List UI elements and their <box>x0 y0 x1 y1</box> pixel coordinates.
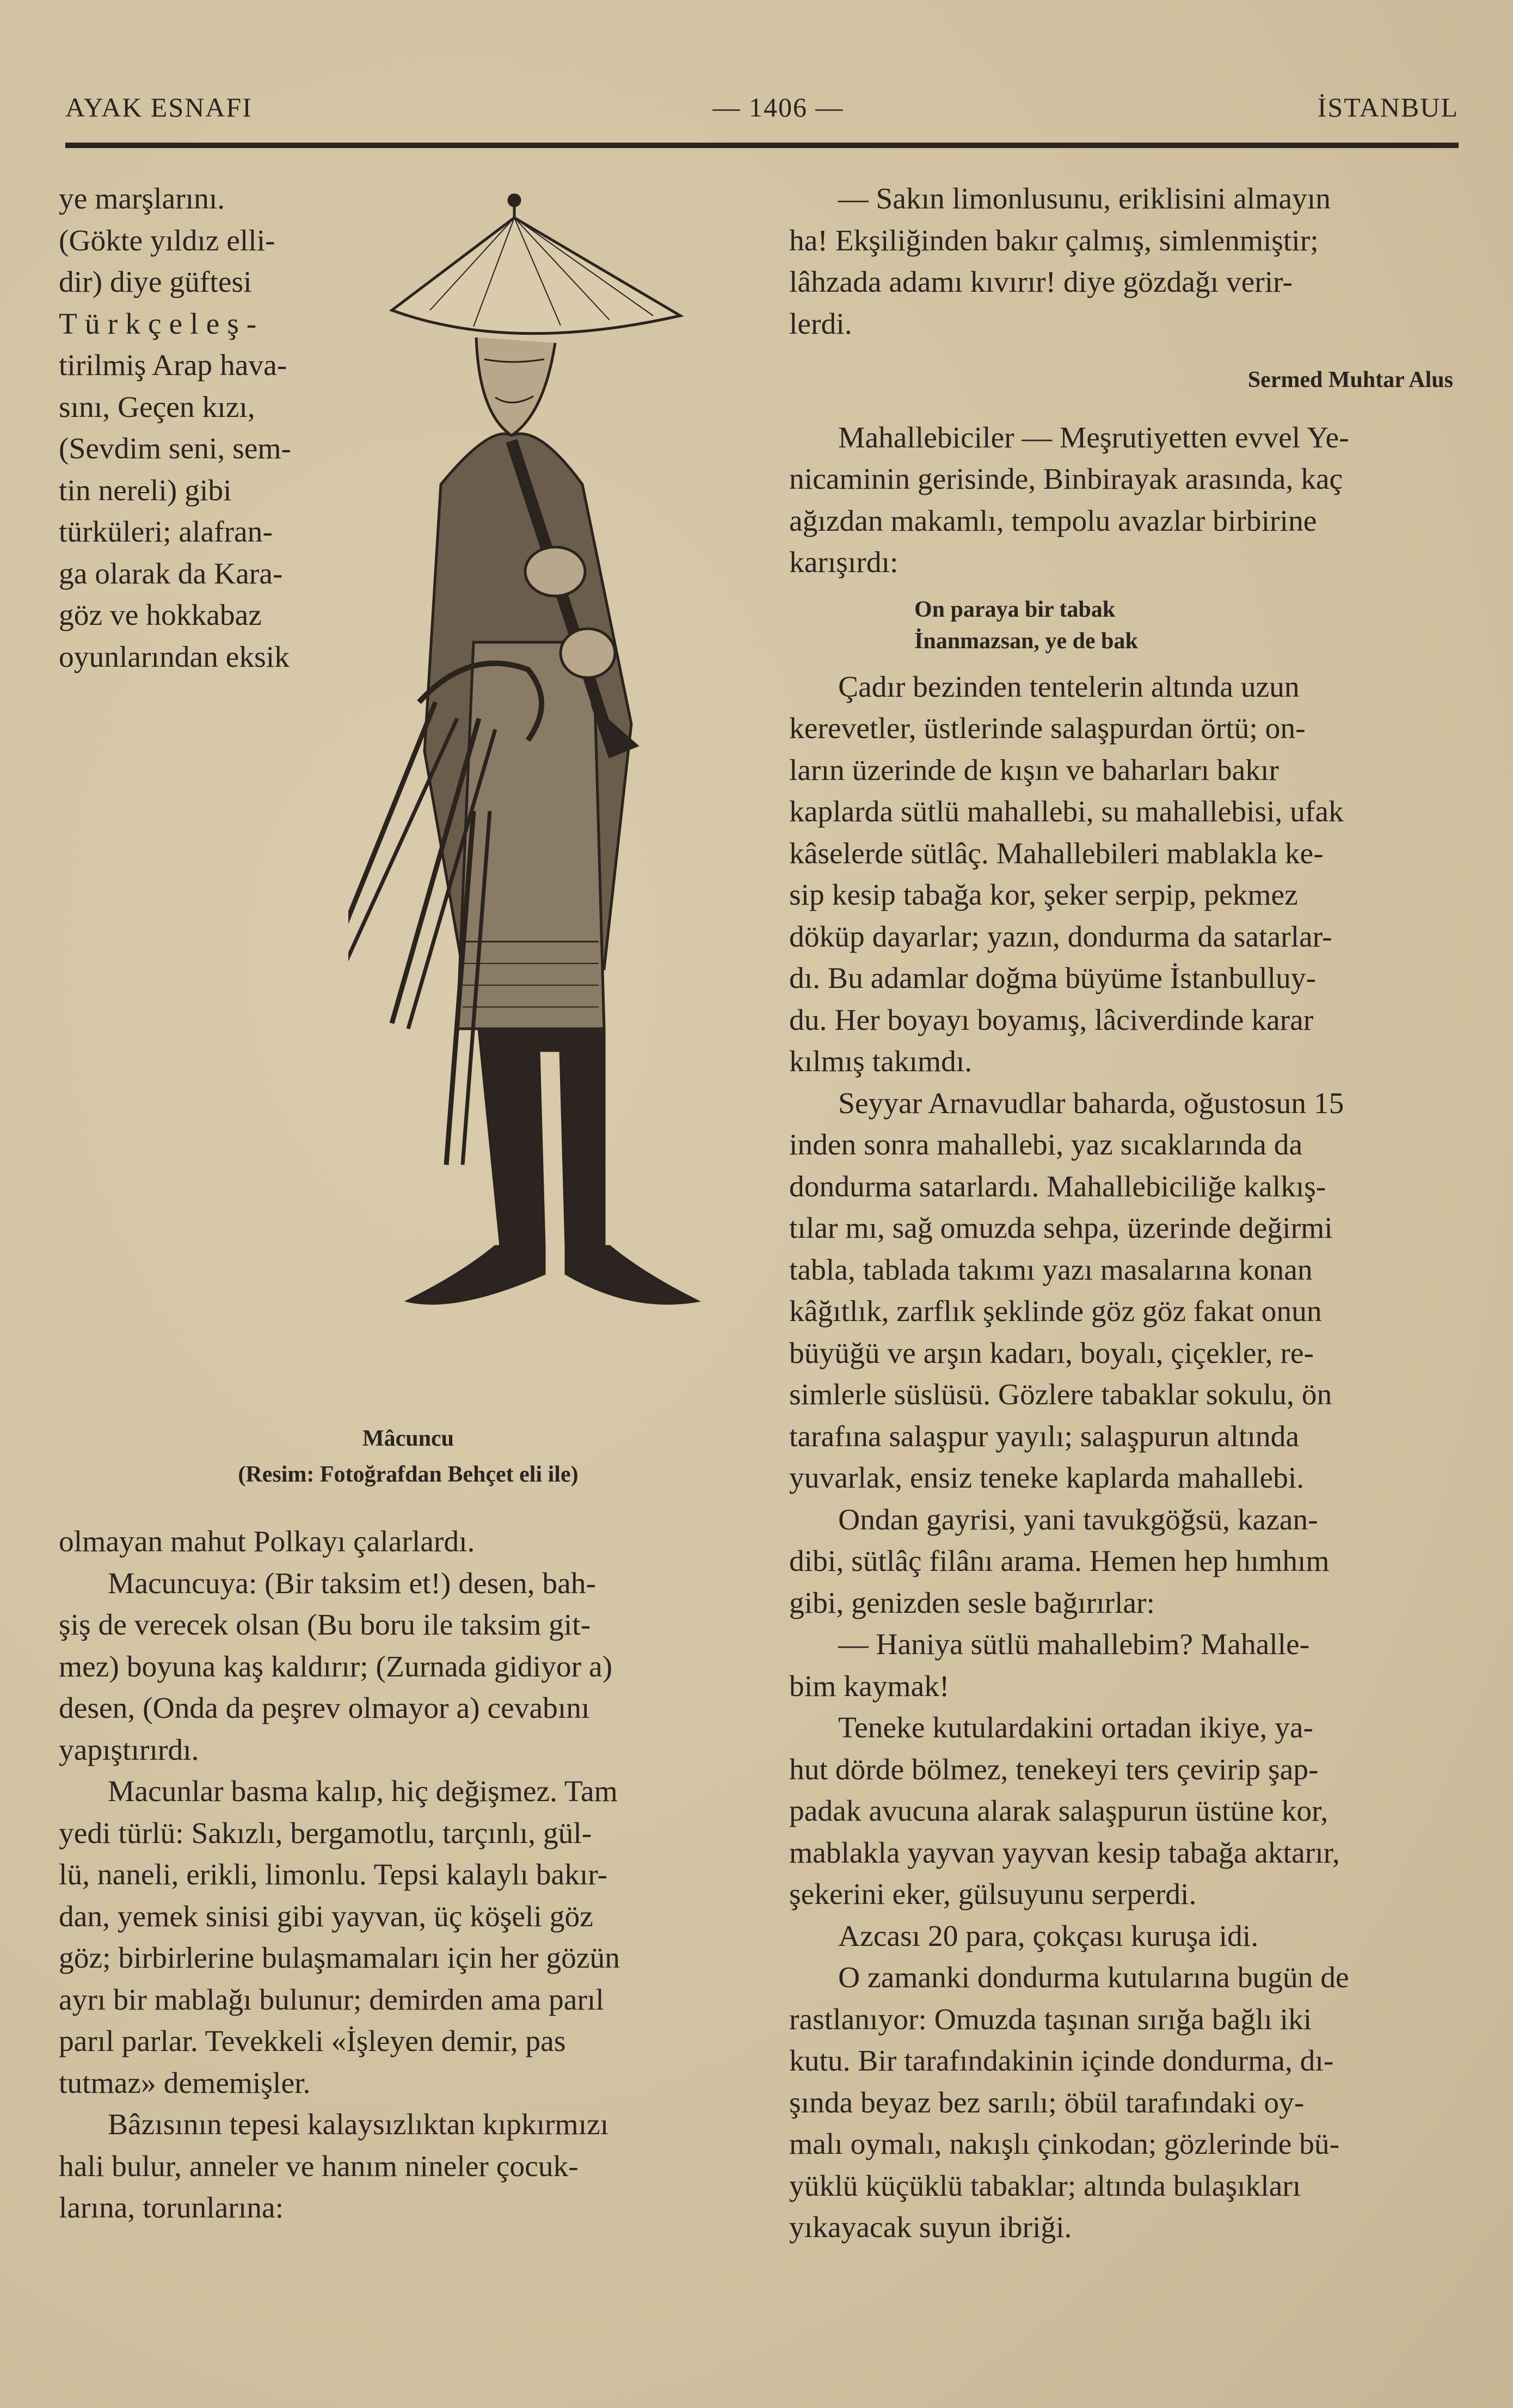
text-line: larına, torunlarına: <box>59 2191 284 2225</box>
text-line: Macuncuya: (Bir taksim et!) desen, bah- <box>108 1567 596 1600</box>
text-line: du. Her boyayı boyamış, lâciverdinde karar <box>789 1003 1314 1037</box>
text-line: oyunlarından eksik <box>59 640 290 674</box>
publication-title: İSTANBUL <box>1317 92 1459 122</box>
text-line: dı. Bu adamlar doğma büyüme İstanbulluy- <box>789 962 1316 995</box>
text-line: şiş de verecek olsan (Bu boru ile taksim git- <box>59 1608 591 1642</box>
text-line: mez) boyuna kaş kaldırır; (Zurnada gidiyor a) <box>59 1650 613 1684</box>
text-line: sip kesip tabağa kor, şeker serpip, pekmez <box>789 879 1298 912</box>
text-line: tutmaz» dememişler. <box>59 2066 311 2100</box>
text-line: Ondan gayrisi, yani tavukgöğsü, kazan- <box>838 1503 1318 1537</box>
text-line: rastlanıyor: Omuzda taşınan sırığa bağlı iki <box>789 2002 1312 2036</box>
text-line: tin nereli) gibi <box>59 474 232 507</box>
section-heading: Mahallebiciler — <box>838 421 1052 454</box>
page-number: — 1406 — <box>712 92 844 122</box>
text-line: Bâzısının tepesi kalaysızlıktan kıpkırmızı <box>108 2108 609 2141</box>
text-line: ha! Ekşiliğinden bakır çalmış, simlenmiştir; <box>789 224 1319 257</box>
text-line: Meşrutiyetten evvel Ye- <box>1059 421 1349 454</box>
text-line: gibi, genizden sesle bağırırlar: <box>789 1586 1155 1620</box>
text-line: simlerle süslüsü. Gözlere tabaklar sokulu, ön <box>789 1378 1332 1411</box>
figure-caption <box>82 1421 735 1492</box>
text-line: lerdi. <box>789 307 852 341</box>
text-line: büyüğü ve arşın kadarı, boyalı, çiçekler, re- <box>789 1336 1314 1370</box>
text-line: bim kaymak! <box>789 1669 950 1703</box>
text-line: — Sakın limonlusunu, eriklisini almayın <box>838 182 1331 216</box>
text-line: tarafına salaşpur yayılı; salaşpurun altında <box>789 1420 1300 1453</box>
text-line: Seyyar Arnavudlar baharda, oğustosun 15 <box>838 1086 1344 1120</box>
text-line: türküleri; alafran- <box>59 515 273 549</box>
text-line: dir) diye güftesi <box>59 266 252 299</box>
text-line: mablakla yayvan yayvan kesip tabağa aktarır, <box>789 1836 1340 1870</box>
text-line: malı oymalı, nakışlı çinkodan; gözlerinde bü- <box>789 2128 1340 2161</box>
caption-title: Mâcuncu <box>362 1426 454 1451</box>
text-line: yıkayacak suyun ibriği. <box>789 2211 1072 2244</box>
text-line: dibi, sütlâç filânı arama. Hemen hep hımhım <box>789 1545 1330 1578</box>
text-line: sını, Geçen kızı, <box>59 390 255 424</box>
text-line: yüklü küçüklü tabaklar; altında bulaşıkları <box>789 2169 1301 2203</box>
macuncu-illustration <box>348 180 773 1399</box>
text-line: şekerini eker, gülsuyunu serperdi. <box>789 1878 1197 1911</box>
text-line: — Haniya sütlü mahallebim? Mahalle- <box>838 1628 1310 1661</box>
text-line: kâğıtlık, zarflık şeklinde göz göz fakat onun <box>789 1295 1322 1328</box>
text-line: O zamanki dondurma kutularına bugün de <box>838 1961 1349 1994</box>
left-column-top <box>59 179 364 678</box>
text-line: kerevetler, üstlerinde salaşpurdan örtü; on- <box>789 712 1306 745</box>
text-line: tılar mı, sağ omuzda sehpa, üzerinde değirmi <box>789 1212 1333 1245</box>
text-line: şında beyaz bez sarılı; öbül tarafındaki oy- <box>789 2086 1305 2120</box>
text-line: karışırdı: <box>789 546 899 579</box>
text-line: Türkçeleş- <box>59 307 265 341</box>
text-line: Azcası 20 para, çokçası kuruşa idi. <box>838 1919 1259 1953</box>
spacer <box>789 584 1453 594</box>
text-line: parıl parlar. Tevekkeli «İşleyen demir, pas <box>59 2025 566 2058</box>
text-line: kâselerde sütlâç. Mahallebileri mablakla ke- <box>789 837 1324 870</box>
text-line: lü, naneli, erikli, limonlu. Tepsi kalaylı bakır- <box>59 1858 608 1891</box>
running-header <box>65 91 1459 140</box>
text-line: dan, yemek sinisi gibi yayvan, üç köşeli göz <box>59 1900 593 1933</box>
text-line: ayrı bir mablağı bulunur; demirden ama parıl <box>59 1983 604 2017</box>
text-line: dondurma satarlardı. Mahallebiciliğe kalkış- <box>789 1170 1326 1203</box>
right-column <box>789 179 1453 2249</box>
author-signature: Sermed Muhtar Alus <box>1247 367 1453 392</box>
text-line: ye marşlarını. <box>59 182 225 216</box>
text-line: göz; birbirlerine bulaşmamaları için her gözün <box>59 1942 620 1975</box>
text-line: kutu. Bir tarafındakinin içinde dondurma, dı- <box>789 2044 1334 2078</box>
text-line: hut dörde bölmez, tenekeyi ters çevirip şap- <box>789 1753 1319 1786</box>
text-line: (Sevdim seni, sem- <box>59 432 291 465</box>
text-line: padak avucuna alarak salaşpurun üstüne kor, <box>789 1795 1329 1828</box>
text-line: Teneke kutulardakini ortadan ikiye, ya- <box>838 1711 1313 1744</box>
text-line: ağızdan makamlı, tempolu avazlar birbirine <box>789 504 1317 538</box>
left-column-bottom <box>59 1521 734 2229</box>
text-line: tirilmiş Arap hava- <box>59 349 287 382</box>
text-line: yuvarlak, ensiz teneke kaplarda mahallebi. <box>789 1461 1305 1495</box>
text-line: nicaminin gerisinde, Binbirayak arasında, kaç <box>789 463 1343 496</box>
caption-credit: (Resim: Fotoğrafdan Behçet eli ile) <box>238 1462 579 1487</box>
text-line: desen, (Onda da peşrev olmayor a) cevabını <box>59 1692 590 1725</box>
text-line: ların üzerinde de kışın ve baharları bakır <box>789 753 1279 787</box>
text-line: ga olarak da Kara- <box>59 557 283 591</box>
text-line: kaplarda sütlü mahallebi, su mahallebisi, ufak <box>789 795 1344 828</box>
verse-line: On paraya bir tabak <box>914 597 1116 622</box>
text-line: olmayan mahut Polkayı çalarlardı. <box>59 1525 475 1558</box>
verse-line: İnanmazsan, ye de bak <box>914 628 1138 654</box>
text-line: tabla, tablada takımı yazı masalarına konan <box>789 1253 1313 1287</box>
text-line: (Gökte yıldız elli- <box>59 224 275 257</box>
header-rule <box>65 143 1459 148</box>
section-title: AYAK ESNAFI <box>65 92 253 122</box>
text-line: yapıştırırdı. <box>59 1733 199 1767</box>
text-line: inden sonra mahallebi, yaz sıcaklarında da <box>789 1128 1303 1162</box>
section-heading-line <box>789 417 1453 459</box>
text-line: lâhzada adamı kıvırır! diye gözdağı verir- <box>789 266 1293 299</box>
spacer <box>789 657 1453 667</box>
text-line: kılmış takımdı. <box>789 1045 973 1078</box>
text-line: döküp dayarlar; yazın, dondurma da satarlar- <box>789 920 1332 954</box>
text-line: göz ve hokkabaz <box>59 599 262 632</box>
text-line: Macunlar basma kalıp, hiç değişmez. Tam <box>108 1775 618 1808</box>
text-line: yedi türlü: Sakızlı, bergamotlu, tarçınlı, gül- <box>59 1816 592 1850</box>
text-line: Çadır bezinden tentelerin altında uzun <box>838 670 1300 704</box>
text-line: hali bulur, anneler ve hanım nineler çocuk- <box>59 2149 579 2183</box>
